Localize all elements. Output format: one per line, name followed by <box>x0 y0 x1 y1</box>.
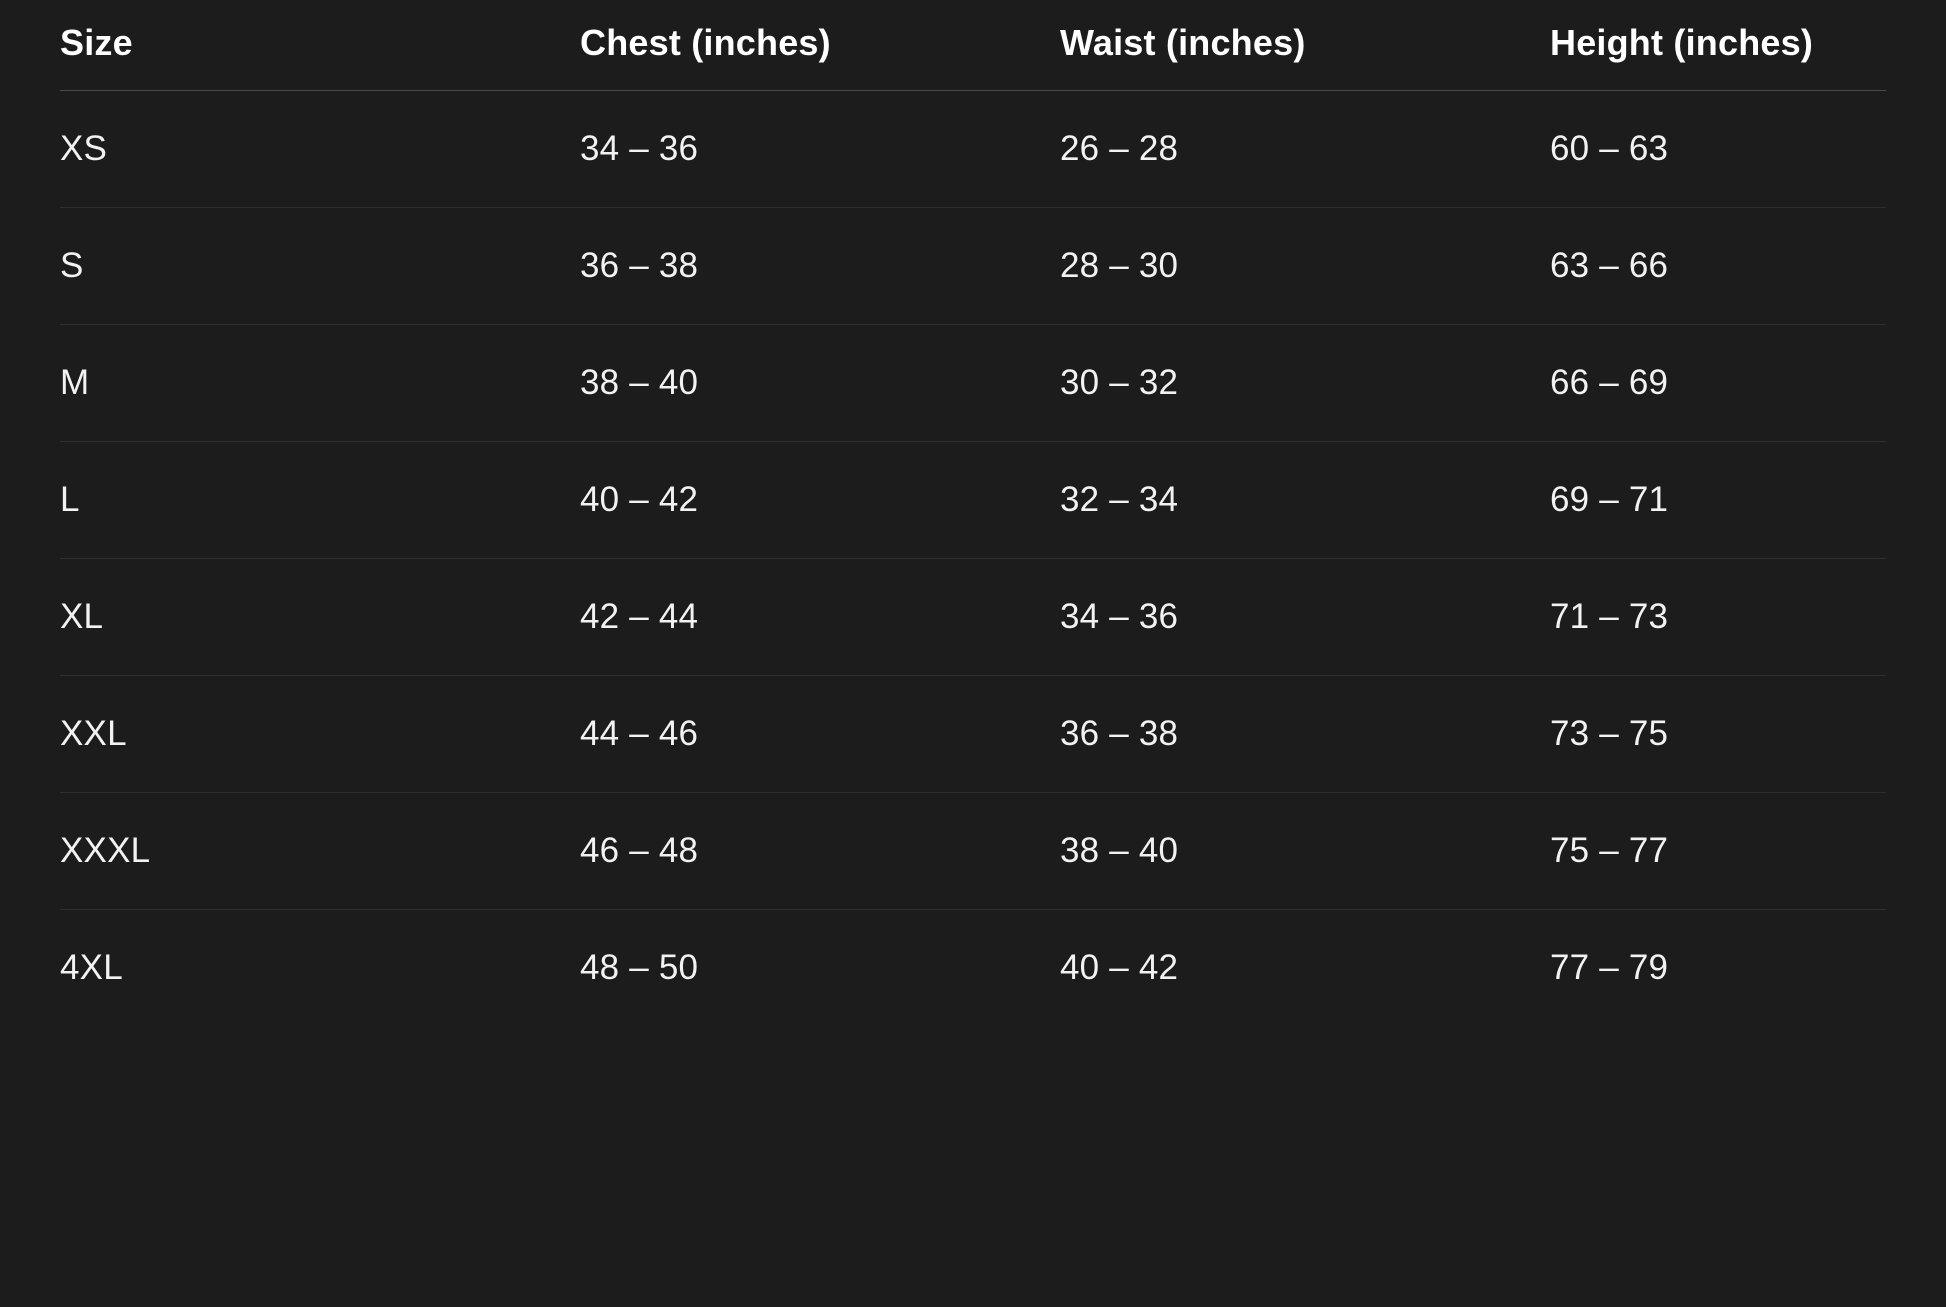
cell-height: 71 – 73 <box>1550 597 1669 636</box>
cell-waist: 28 – 30 <box>1060 246 1179 285</box>
table-header <box>60 0 1886 91</box>
cell-chest: 48 – 50 <box>580 948 699 987</box>
table-row <box>60 91 1886 208</box>
cell-waist: 40 – 42 <box>1060 948 1179 987</box>
cell-chest: 34 – 36 <box>580 129 699 168</box>
size-chart-table <box>60 0 1886 1026</box>
column-header-size: Size <box>60 22 133 63</box>
table-row <box>60 793 1886 910</box>
cell-chest: 40 – 42 <box>580 480 699 519</box>
cell-chest: 38 – 40 <box>580 363 699 402</box>
table-row <box>60 910 1886 1027</box>
table-row <box>60 559 1886 676</box>
cell-size: XXL <box>60 714 127 753</box>
cell-size: M <box>60 363 90 402</box>
column-header-chest: Chest (inches) <box>580 22 831 63</box>
table-body <box>60 91 1886 1027</box>
cell-size: XL <box>60 597 104 636</box>
table-row <box>60 442 1886 559</box>
cell-size: XXXL <box>60 831 151 870</box>
column-header-waist: Waist (inches) <box>1060 22 1306 63</box>
cell-chest: 44 – 46 <box>580 714 699 753</box>
cell-waist: 38 – 40 <box>1060 831 1179 870</box>
cell-waist: 36 – 38 <box>1060 714 1179 753</box>
cell-size: 4XL <box>60 948 123 987</box>
cell-size: S <box>60 246 84 285</box>
table-row <box>60 208 1886 325</box>
cell-waist: 30 – 32 <box>1060 363 1179 402</box>
cell-chest: 42 – 44 <box>580 597 699 636</box>
cell-height: 75 – 77 <box>1550 831 1669 870</box>
cell-waist: 34 – 36 <box>1060 597 1179 636</box>
cell-waist: 32 – 34 <box>1060 480 1179 519</box>
cell-height: 63 – 66 <box>1550 246 1669 285</box>
cell-height: 77 – 79 <box>1550 948 1669 987</box>
cell-height: 69 – 71 <box>1550 480 1669 519</box>
cell-chest: 36 – 38 <box>580 246 699 285</box>
table-row <box>60 325 1886 442</box>
cell-chest: 46 – 48 <box>580 831 699 870</box>
table-row <box>60 676 1886 793</box>
cell-size: L <box>60 480 80 519</box>
column-header-height: Height (inches) <box>1550 22 1814 63</box>
cell-waist: 26 – 28 <box>1060 129 1179 168</box>
cell-height: 66 – 69 <box>1550 363 1669 402</box>
cell-height: 73 – 75 <box>1550 714 1669 753</box>
cell-size: XS <box>60 129 108 168</box>
cell-height: 60 – 63 <box>1550 129 1669 168</box>
table-header-row <box>60 0 1886 91</box>
